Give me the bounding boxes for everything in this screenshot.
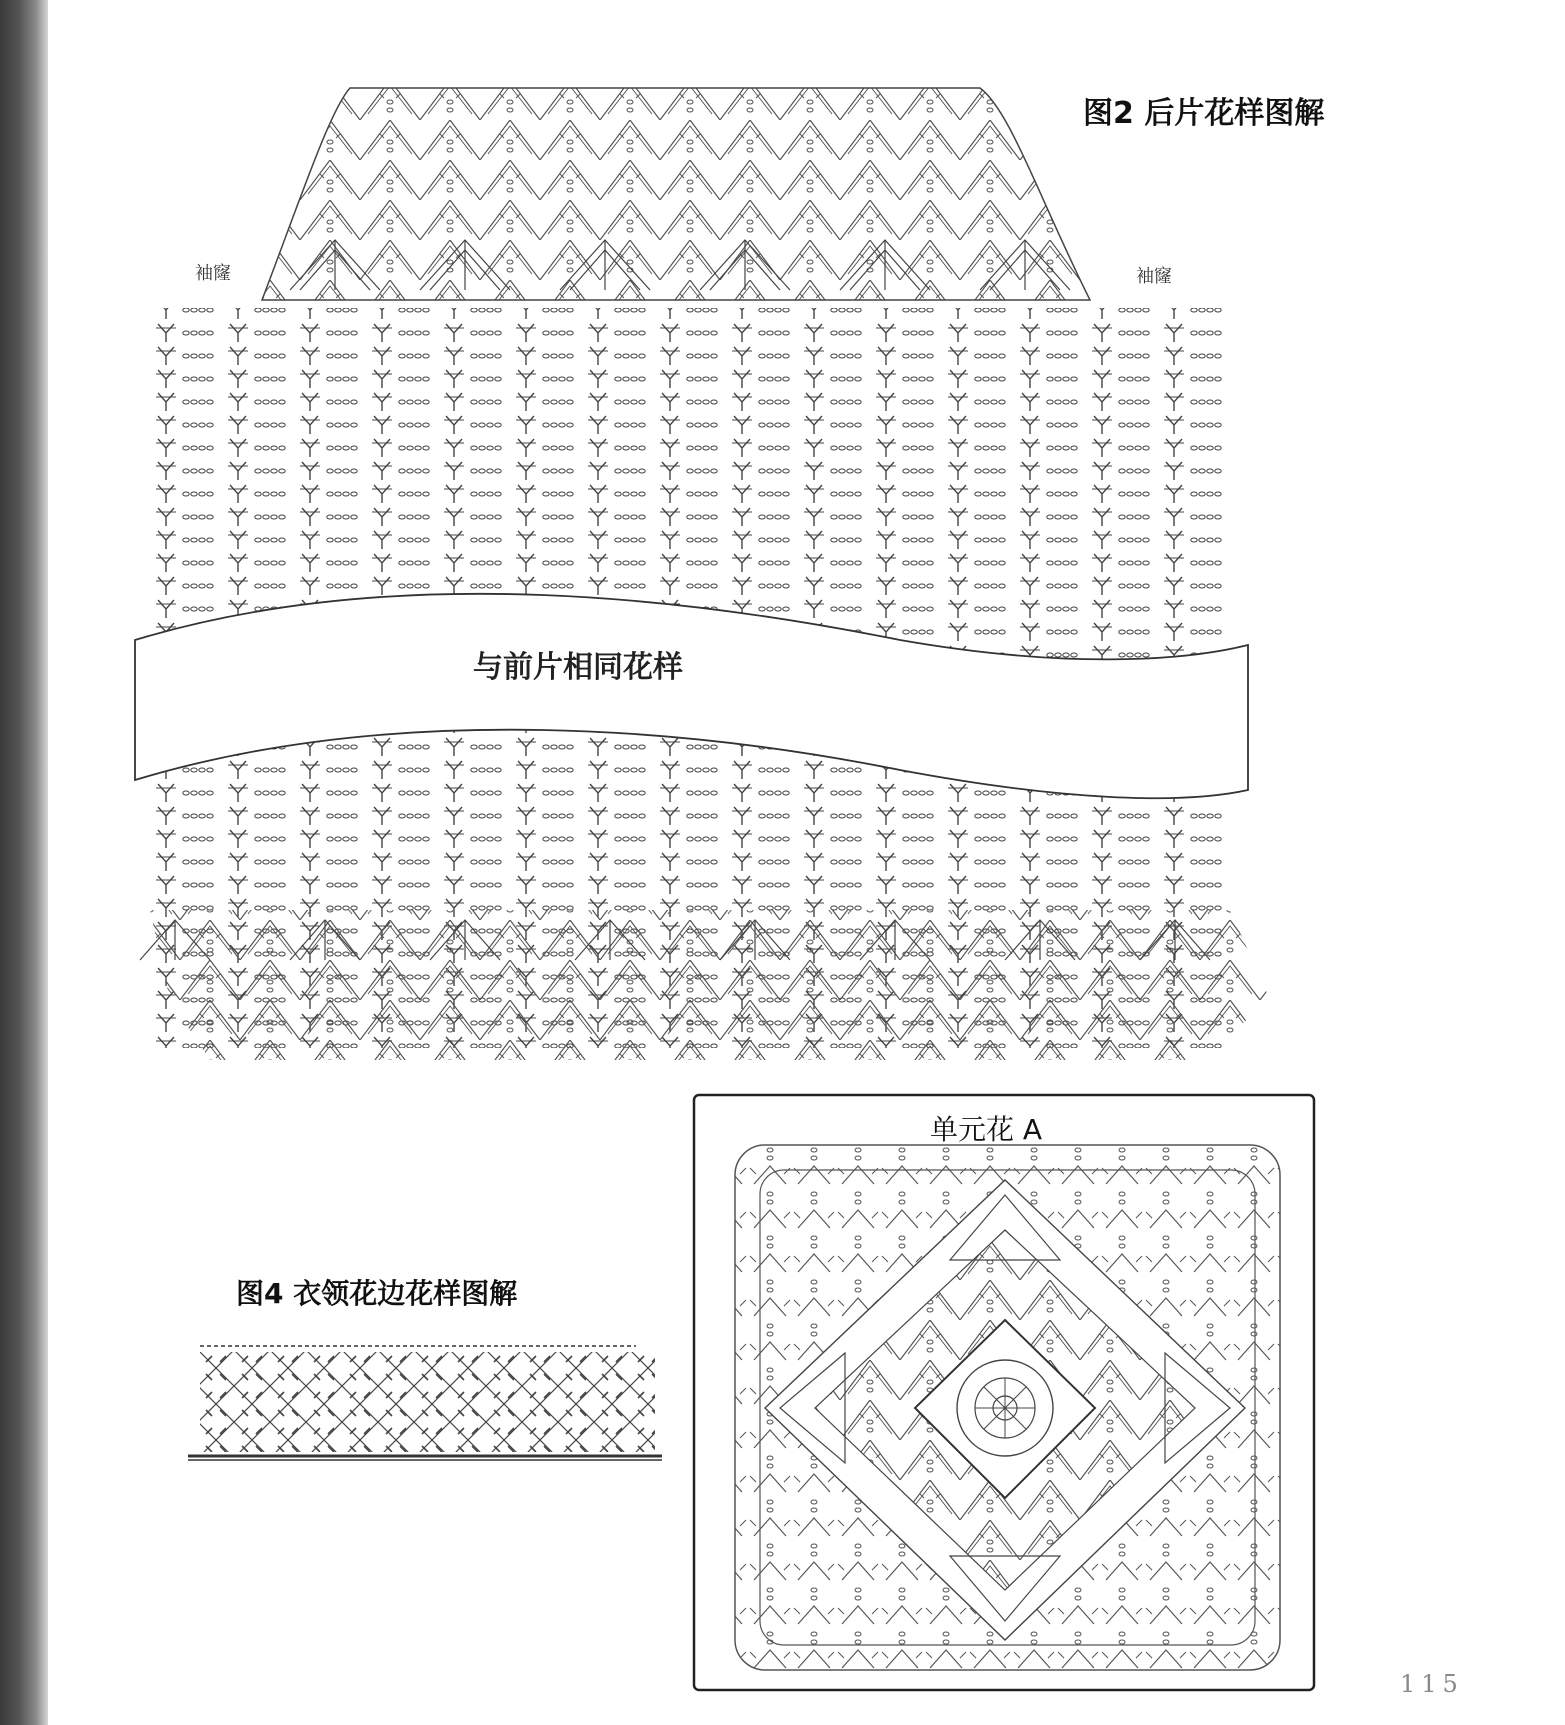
back-panel-hem-lace bbox=[150, 910, 1270, 1060]
figure2-title: 图2 后片花样图解 bbox=[1083, 96, 1325, 131]
same-as-front-label: 与前片相同花样 bbox=[473, 650, 683, 685]
armhole-label-right: 袖窿 bbox=[1136, 266, 1172, 287]
collar-edging-chart bbox=[188, 1346, 662, 1460]
figure4-title: 图4 衣领花边花样图解 bbox=[236, 1277, 518, 1310]
back-panel-chart bbox=[135, 88, 1270, 1060]
unit-motif-a-chart bbox=[694, 1095, 1314, 1690]
armhole-label-left: 袖窿 bbox=[195, 263, 231, 284]
unit-motif-title: 单元花 A bbox=[930, 1113, 1043, 1146]
page-number: 115 bbox=[1400, 1670, 1464, 1698]
back-panel-yoke-lace bbox=[262, 88, 1090, 300]
